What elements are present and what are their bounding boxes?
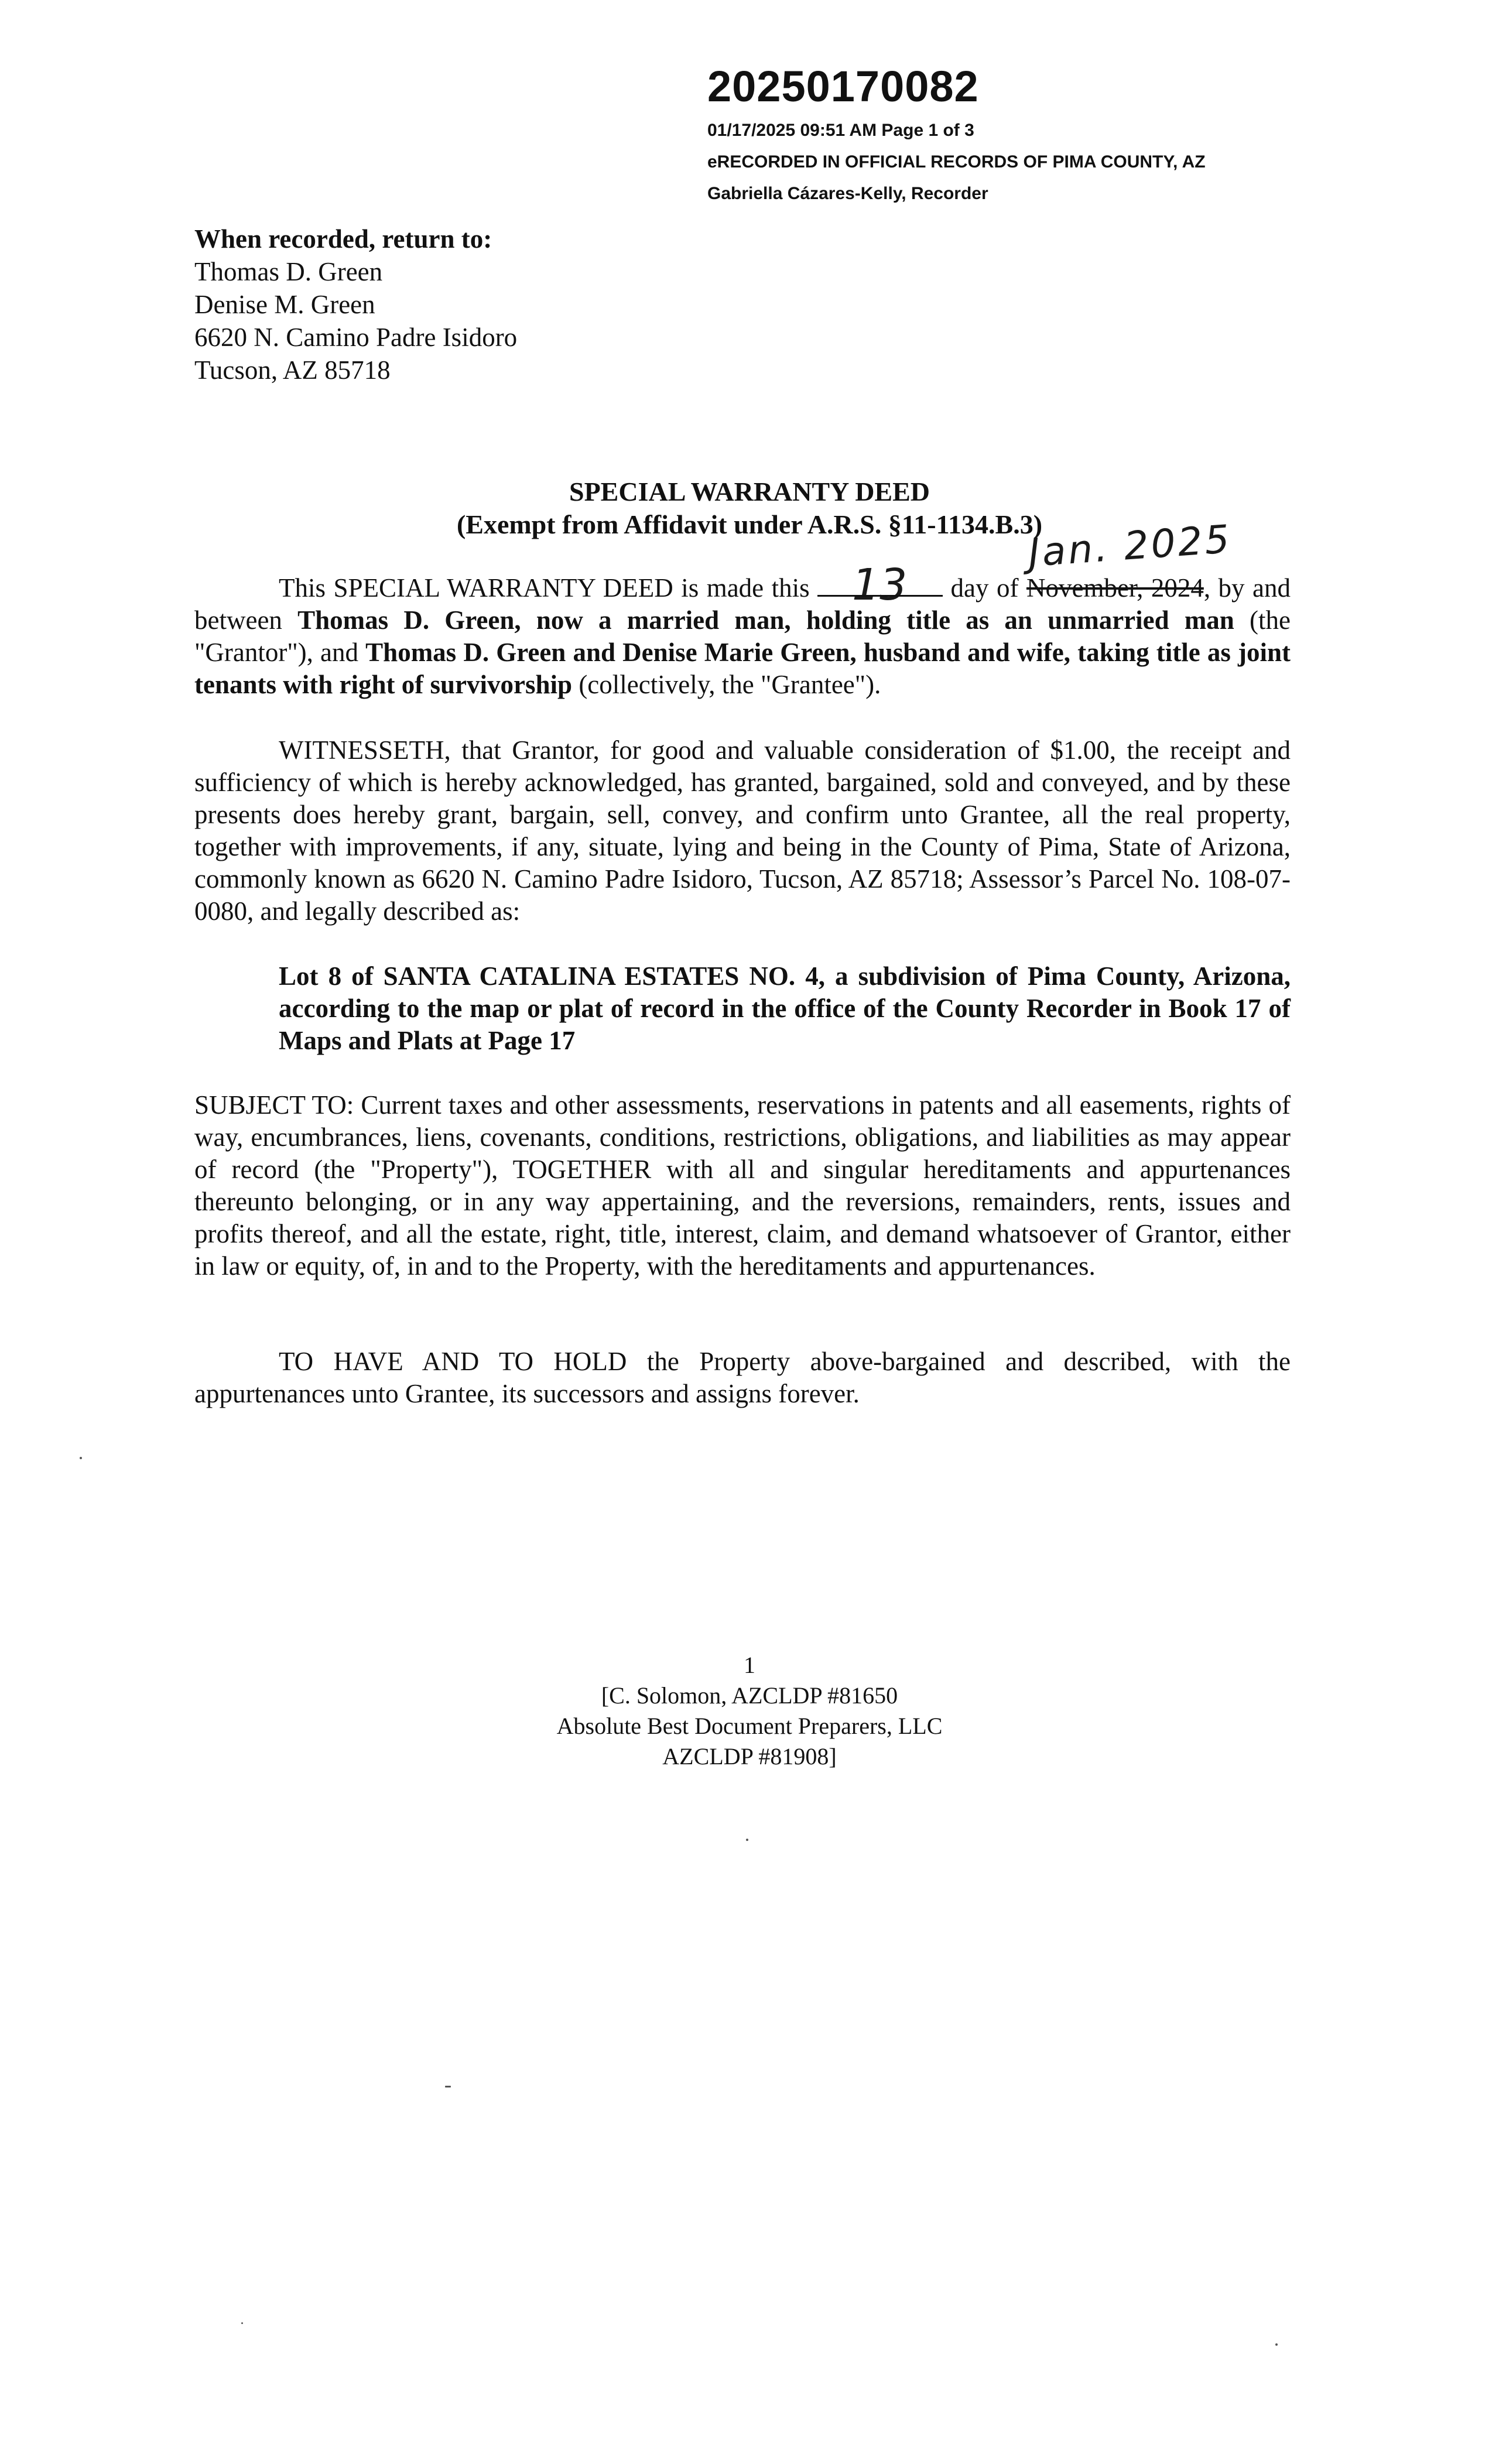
grantor-name: Thomas D. Green, now a married man, holding title as an unmarried man (297, 605, 1234, 635)
habendum-paragraph: TO HAVE AND TO HOLD the Property above-bargained and described, with the appurtenances unto Grantee, its successors and assigns forever. (194, 1347, 1291, 1408)
document-number: 20250170082 (707, 62, 979, 111)
page-number: 1 (744, 1652, 755, 1678)
scan-speck (746, 1839, 748, 1841)
recording-stamp (707, 59, 1206, 210)
scan-speck (1275, 2343, 1278, 2346)
return-to-heading: When recorded, return to: (194, 224, 492, 254)
title-main: SPECIAL WARRANTY DEED (569, 477, 930, 507)
return-to-line: Tucson, AZ 85718 (194, 355, 391, 385)
struck-date: November, 2024 (1026, 573, 1204, 603)
title-sub: (Exempt from Affidavit under A.R.S. §11-1134.B.3) (456, 509, 1043, 539)
scan-speck (241, 2322, 243, 2324)
scan-speck (445, 2086, 451, 2087)
subject-to-paragraph: SUBJECT TO: Current taxes and other assessments, reservations in patents and all easements, rights of way, encumbrances, liens, covenants, conditions, restrictions, obligations, and liabilities as may appear of record (the "Property"), TOGETHER with all and singular hereditaments and appurtenances thereunto belonging, or in any way appertaining, and the reversions, remainders, rents, issues and profits thereof, and all the estate, right, title, interest, claim, and demand whatsoever of Grantor, either in law or equity, of, in and to the Property, with the hereditaments and appurtenances. (194, 1090, 1291, 1281)
return-to-line: Denise M. Green (194, 290, 375, 319)
legal-description: Lot 8 of SANTA CATALINA ESTATES NO. 4, a subdivision of Pima County, Arizona, according to the map or plat of record in the office of the County Recorder in Book 17 of Maps and Plats at Page 17 (279, 961, 1291, 1055)
return-to-block (194, 223, 517, 386)
recorded-line: eRECORDED IN OFFICIAL RECORDS OF PIMA COUNTY, AZ (707, 152, 1206, 172)
company-license-line: AZCLDP #81908] (662, 1743, 837, 1770)
recording-datetime: 01/17/2025 09:51 AM Page 1 of 3 (707, 121, 974, 140)
handwritten-day: 13 (852, 560, 908, 610)
deed-title (0, 475, 1499, 541)
preparer-line: [C. Solomon, AZCLDP #81650 (601, 1682, 898, 1709)
page-footer (0, 1650, 1499, 1772)
return-to-line: Thomas D. Green (194, 257, 383, 286)
handwritten-date: Jan. 2025 (1026, 516, 1233, 576)
return-to-line: 6620 N. Camino Padre Isidoro (194, 323, 518, 352)
scan-speck (80, 1457, 82, 1459)
grantee-name: Thomas D. Green and Denise Marie Green, husband and wife, taking title as joint tenants with right of survivorship (194, 638, 1291, 699)
company-line: Absolute Best Document Preparers, LLC (556, 1713, 943, 1739)
recorder-line: Gabriella Cázares-Kelly, Recorder (707, 184, 988, 203)
day-blank (817, 571, 943, 597)
intro-paragraph: This SPECIAL WARRANTY DEED is made this day of November, 2024, by and between Thomas D. Green, now a married man, holding title as an unmarried man (the "Grantor"), and Thomas D. Green and Denise Marie Green, husband and wife, taking title as joint tenants with right of survivorship (collectively, the "Grantee"). (194, 571, 1291, 701)
witnesseth-paragraph: WITNESSETH, that Grantor, for good and valuable consideration of $1.00, the receipt and sufficiency of which is hereby acknowledged, has granted, bargained, sold and conveyed, and by these presents does hereby grant, bargain, sell, convey, and confirm unto Grantee, all the real property, together with improvements, if any, situate, lying and being in the County of Pima, State of Arizona, commonly known as 6620 N. Camino Padre Isidoro, Tucson, AZ 85718; Assessor’s Parcel No. 108-07-0080, and legally described as: (194, 735, 1291, 926)
